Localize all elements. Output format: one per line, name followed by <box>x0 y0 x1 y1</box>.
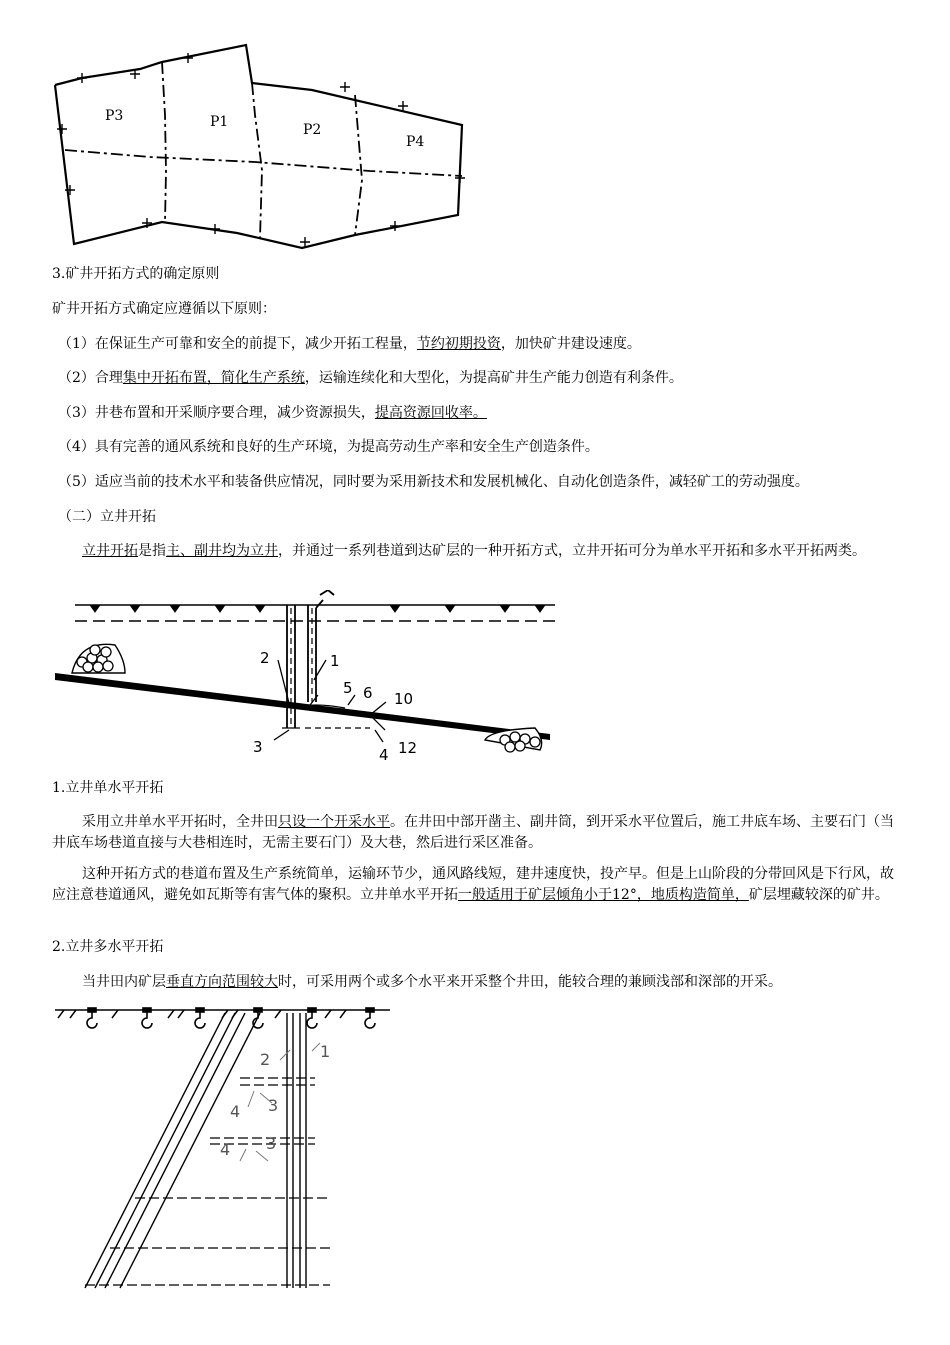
fig3-label-3b: 3 <box>266 1134 277 1153</box>
p4-label: P4 <box>406 134 425 150</box>
fig3-label-2: 2 <box>260 1050 271 1069</box>
section-heading-single-level: 1.立井单水平开拓 <box>52 780 164 796</box>
fig3-label-1: 1 <box>320 1042 331 1061</box>
section-heading-multi-level: 2.立井多水平开拓 <box>52 939 164 955</box>
fig3-label-3a: 3 <box>268 1096 279 1115</box>
principles-intro: 矿井开拓方式确定应遵循以下原则： <box>52 301 276 317</box>
p1-label: P1 <box>210 114 229 130</box>
principle-3: （3）井巷布置和开采顺序要合理，减少资源损失，提高资源回收率。 <box>58 405 487 421</box>
fig2-label-5: 5 <box>343 679 353 697</box>
fig2-label-10: 10 <box>394 690 414 708</box>
fig2-label-3: 3 <box>253 738 263 756</box>
section-heading-vertical-shaft: （二）立井开拓 <box>58 509 156 525</box>
single-level-paragraph-1: 采用立井单水平开拓时，全井田只设一个开采水平。在井田中部开凿主、副井筒，到开采水平位置后，施工井底车场、主要石门（当井底车场巷道直接与大巷相连时，无需主要石门）及大巷，然后进行采区准备。 <box>52 814 894 851</box>
principle-1: （1）在保证生产可靠和安全的前提下，减少开拓工程量，节约初期投资，加快矿井建设速度。 <box>58 336 641 352</box>
fig3-label-4a: 4 <box>230 1102 241 1121</box>
fig2-label-12: 12 <box>398 739 418 757</box>
multi-level-paragraph: 当井田内矿层垂直方向范围较大时，可采用两个或多个水平来开采整个井田，能较合理的兼顾浅部和深部的开采。 <box>82 974 782 990</box>
p2-label: P2 <box>303 122 322 138</box>
fig2-label-1: 1 <box>330 652 340 670</box>
principle-2: （2）合理集中开拓布置，简化生产系统，运输连续化和大型化，为提高矿井生产能力创造有利条件。 <box>58 370 683 386</box>
fig2-label-2: 2 <box>260 649 270 667</box>
fig3-label-4b: 4 <box>220 1140 231 1159</box>
fig2-label-4: 4 <box>379 746 389 764</box>
single-level-paragraph-2: 这种开拓方式的巷道布置及生产系统简单，运输环节少，通风路线短，建井速度快，投产早。但是上山阶段的分带回风是下行风，故应注意巷道通风，避免如瓦斯等有害气体的聚积。立井单水平开拓一般适用于矿层倾角小于12°，地质构造简单，矿层埋藏较深的矿井。 <box>52 866 894 903</box>
fig2-label-6: 6 <box>363 684 373 702</box>
mine-field-division-figure <box>50 40 470 255</box>
vertical-shaft-definition: 立井开拓是指主、副井均为立井，并通过一系列巷道到达矿层的一种开拓方式，立井开拓可分为单水平开拓和多水平开拓两类。 <box>82 543 866 559</box>
principle-5: （5）适应当前的技术水平和装备供应情况，同时要为采用新技术和发展机械化、自动化创造条件，减轻矿工的劳动强度。 <box>58 474 809 490</box>
single-level-shaft-figure <box>50 590 560 770</box>
p3-label: P3 <box>105 108 124 124</box>
section-heading-principles: 3.矿井开拓方式的确定原则 <box>52 266 220 282</box>
principle-4: （4）具有完善的通风系统和良好的生产环境，为提高劳动生产率和安全生产创造条件。 <box>58 439 599 455</box>
multi-level-shaft-figure <box>50 1003 400 1293</box>
